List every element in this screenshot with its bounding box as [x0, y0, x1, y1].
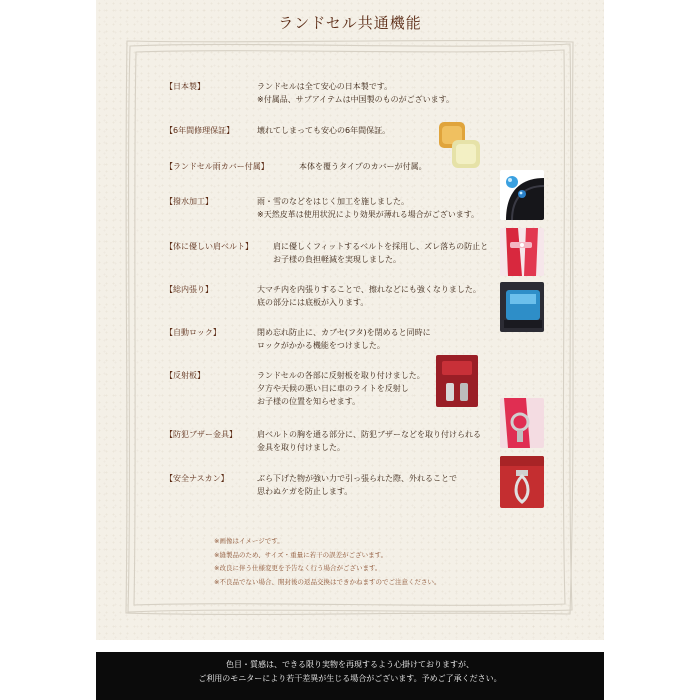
page-title: ランドセル共通機能 — [278, 14, 422, 32]
feature-line: 思わぬケガを防止します。 — [257, 487, 353, 496]
shoulder-belt-image — [500, 228, 544, 276]
feature-line: ランドセルは全て安心の日本製です。 — [257, 82, 393, 91]
feature-label: 【日本製】 — [165, 82, 205, 91]
feature-description — [257, 326, 431, 352]
note-line: ※画像はイメージです。 — [214, 537, 284, 545]
feature-description — [299, 160, 427, 173]
feature-line: お子様の負担軽減を実現しました。 — [273, 255, 401, 264]
feature-label: 【撥水加工】 — [165, 197, 213, 206]
feature-label: 【総内張り】 — [165, 285, 213, 294]
rain-cover-image — [436, 118, 486, 173]
reflector-image — [436, 355, 478, 407]
feature-label: 【6年間修理保証】 — [165, 126, 235, 135]
note-line: ※不良品でない場合、開封後の返品交換はできかねますのでご注意ください。 — [214, 577, 441, 586]
feature-label: 【自動ロック】 — [165, 328, 221, 337]
feature-description — [257, 428, 481, 454]
note-line: ※縫製品のため、サイズ・重量に若干の誤差がございます。 — [214, 550, 388, 559]
feature-line: 本体を覆うタイプのカバーが付属。 — [299, 162, 427, 171]
feature-line: ※付属品、サブアイテムは中国製のものがございます。 — [257, 95, 454, 104]
feature-line: 底の部分には底板が入ります。 — [257, 298, 369, 307]
feature-line: 夕方や天候の悪い日に車のライトを反射し — [257, 384, 409, 393]
safety-hook-image — [500, 456, 544, 508]
feature-description — [257, 283, 481, 309]
footer-line: ご利用のモニターにより若干差異が生じる場合がございます。予めご了承ください。 — [198, 674, 502, 683]
footer-banner — [96, 652, 604, 700]
feature-line: お子様の位置を知らせます。 — [257, 397, 361, 406]
feature-line: ※天然皮革は使用状況により効果が薄れる場合がございます。 — [257, 210, 480, 219]
feature-line: ロックがかかる機能をつけました。 — [257, 341, 385, 350]
feature-line: 肩ベルトの胸を通る部分に、防犯ブザーなどを取り付けられる — [257, 430, 481, 439]
feature-label: 【安全ナスカン】 — [165, 474, 229, 483]
feature-label: 【反射板】 — [165, 371, 205, 380]
notes — [214, 535, 440, 589]
feature-label: 【防犯ブザー金具】 — [165, 430, 237, 439]
feature-line: ぶら下げた物が強い力で引っ張られた際、外れることで — [257, 474, 457, 483]
feature-line: 肩に優しくフィットするベルトを採用し、ズレ落ちの防止と — [273, 242, 489, 251]
feature-line: 雨・雪のなどをはじく加工を施しました。 — [257, 197, 409, 206]
water-repellent-image — [500, 170, 544, 220]
feature-line: 閉め忘れ防止に、カブセ(フタ)を閉めると同時に — [257, 328, 431, 337]
lining-image — [500, 282, 544, 332]
feature-label: 【ランドセル雨カバー付属】 — [165, 162, 269, 171]
buzzer-fitting-image — [500, 398, 544, 448]
feature-line: ランドセルの各部に反射板を取り付けました。 — [257, 371, 425, 380]
feature-line: 壊れてしまっても安心の6年間保証。 — [257, 126, 391, 135]
feature-label: 【体に優しい肩ベルト】 — [165, 242, 253, 251]
feature-description — [273, 240, 488, 266]
feature-description — [257, 472, 457, 498]
feature-line: 金具を取り付けました。 — [257, 443, 345, 452]
footer-line: 色目・質感は、できる限り実物を再現するよう心掛けておりますが、 — [226, 660, 474, 669]
feature-description — [257, 369, 425, 408]
feature-description — [257, 195, 479, 221]
feature-description — [257, 124, 390, 137]
note-line: ※改良に伴う仕様変更を予告なく行う場合がございます。 — [214, 564, 382, 572]
feature-line: 大マチ内を内張りすることで、擦れなどにも強くなりました。 — [257, 285, 481, 294]
feature-description — [257, 80, 454, 106]
